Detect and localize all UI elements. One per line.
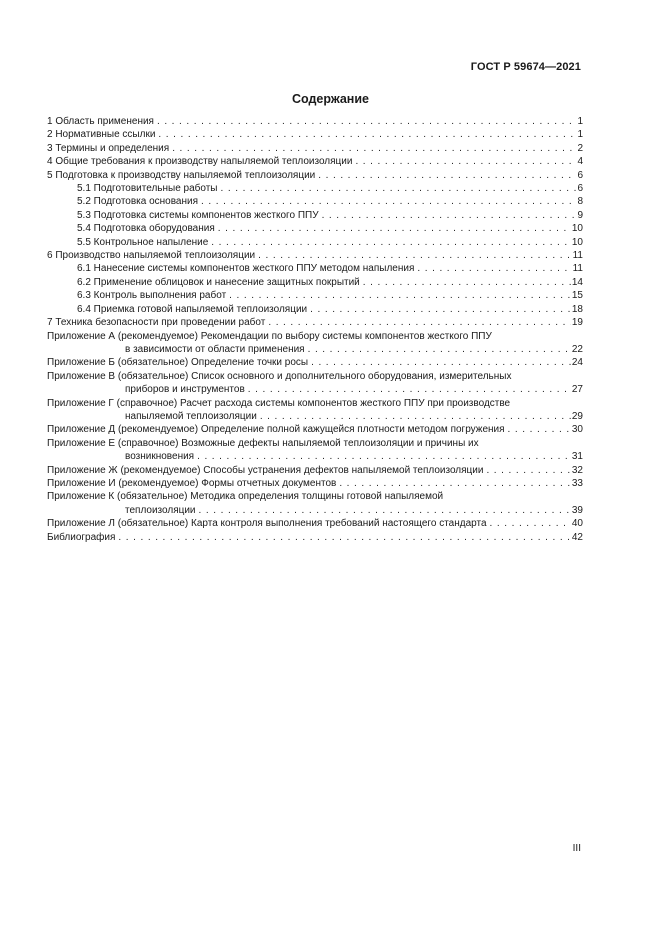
toc-entry-page: 27 <box>571 384 583 396</box>
dot-leader <box>172 142 576 155</box>
toc-entry-title: Приложение Ж (рекомендуемое) Способы устранения дефектов напыляемой теплоизоляции <box>47 464 484 476</box>
dot-leader <box>490 517 571 530</box>
toc-entry-title: 2 Нормативные ссылки <box>47 129 156 141</box>
toc-entry-first-line: Приложение А (рекомендуемое) Рекомендации по выбору системы компонентов жесткого ППУ <box>47 330 492 342</box>
dot-leader <box>322 209 577 222</box>
dot-leader <box>318 169 576 182</box>
toc-entry[interactable] <box>47 182 583 195</box>
toc-entry[interactable] <box>47 464 583 477</box>
toc-entry-title: 5.5 Контрольное напыление <box>77 236 209 248</box>
dot-leader <box>363 276 571 289</box>
toc-entry-page: 10 <box>571 236 583 248</box>
dot-leader <box>355 155 576 168</box>
toc-entry-page: 6 <box>577 183 583 195</box>
toc-entry-first-line: Приложение Е (справочное) Возможные дефекты напыляемой теплоизоляции и причины их <box>47 437 479 449</box>
toc-entry[interactable] <box>47 356 583 369</box>
dot-leader <box>201 195 576 208</box>
toc-entry-page: 22 <box>571 343 583 355</box>
toc-entry-title: 7 Техника безопасности при проведении работ <box>47 317 266 329</box>
dot-leader <box>221 182 577 195</box>
toc-entry-page: 29 <box>571 410 583 422</box>
toc-entry-first-line: Приложение Г (справочное) Расчет расхода системы компонентов жесткого ППУ при производстве <box>47 397 511 409</box>
toc-entry[interactable] <box>47 169 583 182</box>
toc-entry-title: Приложение Б (обязательное) Определение точки росы <box>47 357 309 369</box>
toc-entry-page: 24 <box>571 357 583 369</box>
toc-entry-title: теплоизоляции <box>125 504 196 516</box>
toc-entry-title: 5.1 Подготовительные работы <box>77 183 218 195</box>
page-title: Содержание <box>291 92 369 106</box>
toc-entry-title: напыляемой теплоизоляции <box>125 410 257 422</box>
toc-entry-page: 4 <box>577 156 583 168</box>
standard-number: ГОСТ Р 59674—2021 <box>470 61 581 73</box>
toc-entry[interactable] <box>47 142 583 155</box>
toc-entry[interactable] <box>47 249 583 262</box>
dot-leader <box>268 316 571 329</box>
toc-entry[interactable] <box>47 316 583 329</box>
toc-entry-page: 10 <box>571 223 583 235</box>
toc-entry-page: 33 <box>571 477 583 489</box>
toc-entry-page: 6 <box>577 169 583 181</box>
page-number: III <box>572 843 581 854</box>
dot-leader <box>157 115 576 128</box>
toc-entry[interactable] <box>47 209 583 222</box>
toc-entry-title: 6.4 Приемка готовой напыляемой теплоизоляции <box>77 303 308 315</box>
toc-entry[interactable] <box>47 423 583 436</box>
dot-leader <box>118 531 570 544</box>
toc-entry[interactable] <box>47 155 583 168</box>
dot-leader <box>508 423 571 436</box>
toc-entry[interactable] <box>47 128 583 141</box>
toc-entry-page: 1 <box>577 129 583 141</box>
toc-entry-page: 9 <box>577 209 583 221</box>
toc-entry[interactable] <box>47 289 583 302</box>
dot-leader <box>308 343 571 356</box>
toc-entry-page: 40 <box>571 518 583 530</box>
toc-entry-title: в зависимости от области применения <box>125 343 305 355</box>
dot-leader <box>260 410 571 423</box>
toc-entry-page: 31 <box>571 451 583 463</box>
toc-entry[interactable] <box>47 262 583 275</box>
toc-entry-page: 8 <box>577 196 583 208</box>
toc-entry-page: 32 <box>571 464 583 476</box>
toc-entry-title: 5.3 Подготовка системы компонентов жесткого ППУ <box>77 209 319 221</box>
toc-entry-page: 30 <box>571 424 583 436</box>
toc-entry-title: приборов и инструментов <box>125 384 245 396</box>
toc-entry-title: 6.1 Нанесение системы компонентов жесткого ППУ методом напыления <box>77 263 415 275</box>
dot-leader <box>339 477 571 490</box>
dot-leader <box>199 504 571 517</box>
toc-entry-page: 19 <box>571 317 583 329</box>
toc-entry-page: 39 <box>571 504 583 516</box>
dot-leader <box>158 128 576 141</box>
toc-entry[interactable] <box>47 303 583 316</box>
table-of-contents <box>47 115 583 544</box>
toc-entry-title: Приложение И (рекомендуемое) Формы отчетных документов <box>47 477 337 489</box>
toc-entry[interactable] <box>47 504 583 517</box>
dot-leader <box>211 236 571 249</box>
toc-entry[interactable] <box>47 276 583 289</box>
dot-leader <box>197 450 571 463</box>
toc-entry[interactable] <box>47 115 583 128</box>
toc-entry-title: 4 Общие требования к производству напыляемой теплоизоляции <box>47 156 353 168</box>
toc-entry[interactable] <box>47 222 583 235</box>
toc-entry-title: Приложение Д (рекомендуемое) Определение полной кажущейся плотности методом погружения <box>47 424 505 436</box>
dot-leader <box>486 464 570 477</box>
toc-entry[interactable] <box>47 531 583 544</box>
toc-entry-page: 42 <box>571 531 583 543</box>
toc-entry-page: 11 <box>572 263 583 275</box>
toc-entry-title: 6.3 Контроль выполнения работ <box>77 290 227 302</box>
toc-entry-title: 3 Термины и определения <box>47 142 170 154</box>
dot-leader <box>311 356 571 369</box>
dot-leader <box>258 249 571 262</box>
toc-entry[interactable] <box>47 450 583 463</box>
toc-entry[interactable] <box>47 236 583 249</box>
toc-entry-first-line: Приложение К (обязательное) Методика определения толщины готовой напыляемой <box>47 491 444 503</box>
toc-entry-title: Библиография <box>47 531 116 543</box>
toc-entry-title: 5 Подготовка к производству напыляемой теплоизоляции <box>47 169 316 181</box>
toc-entry-title: Приложение Л (обязательное) Карта контроля выполнения требований настоящего стандарта <box>47 518 487 530</box>
toc-entry-page: 14 <box>571 276 583 288</box>
toc-entry-page: 11 <box>572 250 583 262</box>
toc-entry[interactable] <box>47 383 583 396</box>
toc-entry[interactable] <box>47 195 583 208</box>
toc-entry-title: 5.4 Подготовка оборудования <box>77 223 215 235</box>
toc-entry[interactable] <box>47 477 583 490</box>
dot-leader <box>310 303 571 316</box>
dot-leader <box>248 383 571 396</box>
dot-leader <box>229 289 571 302</box>
toc-entry-page: 1 <box>577 116 583 127</box>
toc-entry-title: 1 Область применения <box>47 116 154 127</box>
toc-entry-page: 18 <box>571 303 583 315</box>
toc-entry-title: 6.2 Применение облицовок и нанесение защитных покрытий <box>77 276 360 288</box>
toc-entry-first-line: Приложение В (обязательное) Список основного и дополнительного оборудования, измерительных <box>47 370 512 382</box>
toc-entry-title: возникновения <box>125 451 195 463</box>
dot-leader <box>218 222 571 235</box>
toc-entry-page: 15 <box>571 290 583 302</box>
toc-entry-page: 2 <box>577 142 583 154</box>
toc-entry[interactable] <box>47 343 583 356</box>
toc-entry[interactable] <box>47 410 583 423</box>
toc-entry-title: 6 Производство напыляемой теплоизоляции <box>47 250 256 262</box>
toc-entry[interactable] <box>47 517 583 530</box>
dot-leader <box>417 262 571 275</box>
toc-entry-title: 5.2 Подготовка основания <box>77 196 199 208</box>
